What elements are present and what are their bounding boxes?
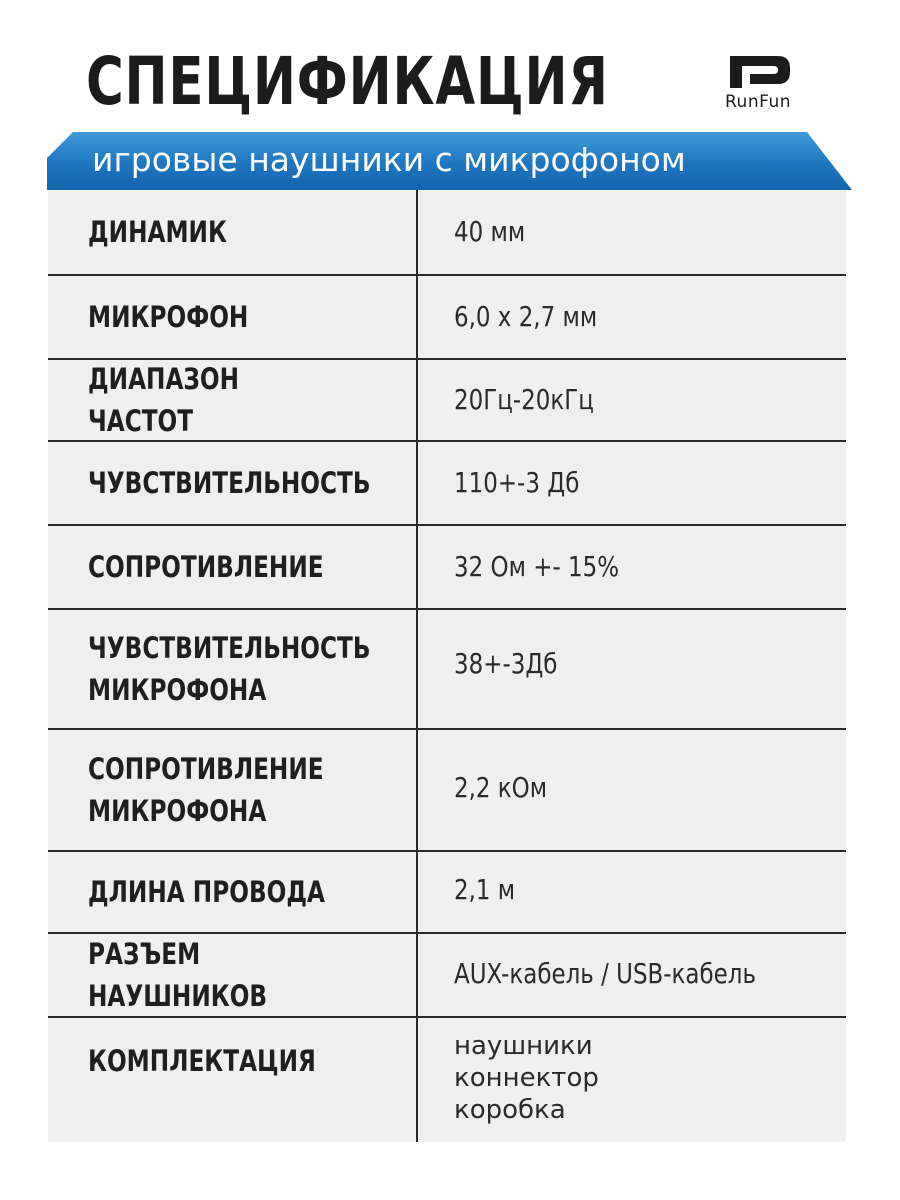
spec-table bbox=[48, 190, 846, 1142]
spec-value: 40 мм bbox=[454, 215, 526, 248]
spec-row-cable-length bbox=[48, 852, 846, 934]
package-item: коннектор bbox=[454, 1063, 599, 1093]
spec-value: 38+-3Дб bbox=[454, 647, 558, 680]
spec-value: 6,0 x 2,7 мм bbox=[454, 300, 598, 333]
spec-row-sensitivity bbox=[48, 442, 846, 526]
spec-row-frequency bbox=[48, 360, 846, 442]
subtitle-text: игровые наушники с микрофоном bbox=[92, 140, 686, 179]
spec-label: ДИАПАЗОН ЧАСТОТ bbox=[88, 362, 240, 438]
spec-label: МИКРОФОН bbox=[88, 300, 249, 334]
spec-value: AUX-кабель / USB-кабель bbox=[454, 957, 756, 990]
spec-label: СОПРОТИВЛЕНИЕ bbox=[88, 550, 324, 584]
spec-row-speaker bbox=[48, 190, 846, 276]
spec-label: СОПРОТИВЛЕНИЕ МИКРОФОНА bbox=[88, 752, 324, 828]
page-title: СПЕЦИФИКАЦИЯ bbox=[86, 43, 609, 120]
spec-label: ДЛИНА ПРОВОДА bbox=[88, 875, 325, 909]
spec-label: ЧУВСТВИТЕЛЬНОСТЬ МИКРОФОНА bbox=[88, 631, 371, 707]
spec-row-impedance bbox=[48, 526, 846, 610]
package-item: коробка bbox=[454, 1095, 566, 1125]
spec-row-package bbox=[48, 1018, 846, 1142]
spec-row-microphone bbox=[48, 276, 846, 360]
spec-row-mic-sensitivity bbox=[48, 610, 846, 730]
spec-value: 110+-3 Дб bbox=[454, 466, 580, 499]
spec-value: 20Гц-20кГц bbox=[454, 383, 594, 416]
runfun-logo-icon bbox=[708, 52, 808, 92]
spec-label: ДИНАМИК bbox=[88, 215, 227, 249]
brand-logo bbox=[708, 52, 808, 116]
spec-value: 2,1 м bbox=[454, 873, 516, 906]
package-list bbox=[454, 1030, 599, 1126]
spec-row-mic-impedance bbox=[48, 730, 846, 852]
spec-value: 2,2 кОм bbox=[454, 771, 548, 804]
spec-label: ЧУВСТВИТЕЛЬНОСТЬ bbox=[88, 466, 371, 500]
spec-value: 32 Ом +- 15% bbox=[454, 550, 620, 583]
brand-name: RunFun bbox=[725, 92, 791, 112]
spec-label: РАЗЪЕМ НАУШНИКОВ bbox=[88, 937, 268, 1013]
spec-row-connector bbox=[48, 934, 846, 1018]
package-item: наушники bbox=[454, 1031, 593, 1061]
spec-label: КОМПЛЕКТАЦИЯ bbox=[88, 1044, 316, 1078]
